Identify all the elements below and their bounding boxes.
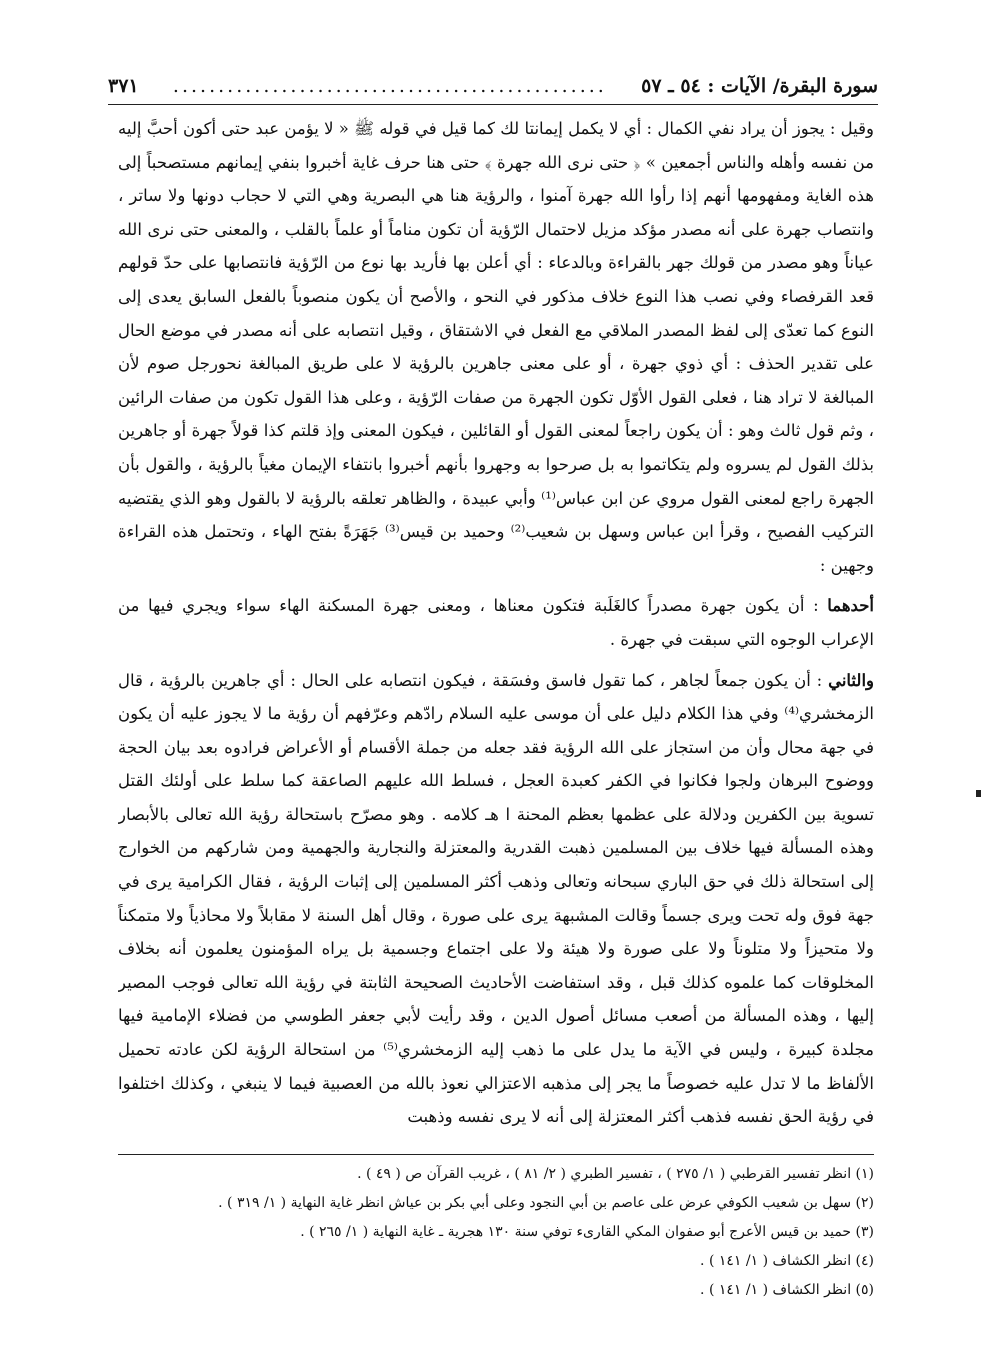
paragraph-3-lead: والثاني (828, 670, 874, 690)
footnote-5: (٥) انظر الكشاف ( ١/ ١٤١ ) . (700, 1282, 874, 1298)
footnote-1: (١) انظر تفسير القرطبي ( ١/ ٢٧٥ ) ، تفسير الطبري ( ٢/ ٨١ ) ، غريب القرآن ص ( ٤٩ ) . (357, 1166, 874, 1182)
running-header (108, 70, 878, 102)
page-number: ٣٧١ (108, 75, 139, 97)
footnote-3: (٣) حميد بن قيس الأعرج أبو صفوان المكي القارىء توفي سنة ١٣٠ هجرية ـ غاية النهاية ( ١/ ٢٦٥ ) . (300, 1224, 874, 1240)
paragraph-2-text: : أن يكون جهرة مصدراً كالغَلَبة فتكون معناها ، ومعنى جهرة المسكنة الهاء سواء ويجري فيها من الإعراب الوجوه التي سبقت في جهرة . (118, 596, 874, 649)
footnote-4: (٤) انظر الكشاف ( ١/ ١٤١ ) . (700, 1253, 874, 1269)
margin-mark (976, 790, 981, 797)
paragraph-1: وقيل : يجوز أن يراد نفي الكمال : أي لا يكمل إيمانتا لك كما قيل في قوله ﷺ « لا يؤمن عبد حتى أكون أحبَّ إليه من نفسه وأهله والناس أجمعين » ﴿ حتى نرى الله جهرة ﴾ حتى هنا حرف غاية أخبروا بنفي إيمانهم مستصحباً إلى هذه الغاية ومفهومها أنهم إذا رأوا الله جهرة آمنوا ، والرؤية هنا هي البصرية وهي التي لا حجاب دونها ولا ساتر ، وانتصاب جهرة على أنه مصدر مؤكد مزيل لاحتمال الرّؤية أن تكون مناماً أو علماً بالقلب ، والمعنى حتى نرى الله عياناً وهو مصدر من قولك جهر بالقراءة وبالدعاء : أي أعلن بها فأريد بها نوع من الرّؤية فانتصابها على حدّ قولهم قعد القرفصاء وفي نصب هذا النوع خلاف مذكور في النحو ، والأصح أن يكون منصوباً بالفعل السابق يعدى إلى النوع كما تعدّى إلى لفظ المصدر الملاقي مع الفعل في الاشتقاق ، وقيل انتصابه على أنه مصدر في موضع الحال على تقدير الحذف : أي ذوي جهرة ، أو على معنى جاهرين بالرؤية لا على طريق المبالغة نحورجل صوم لأن المبالغة لا تراد هنا ، فعلى القول الأوّل تكون الجهرة من صفات الرّؤية ، وعلى هذا القول تكون من صفات الرائين ، وثم قول ثالث وهو : أن يكون راجعاً لمعنى القول أو القائلين ، فيكون المعنى وإذ قلتم كذا قولاً جهرة أو جاهرين بذلك القول لم يسروه ولم يتكاتموا به بل صرحوا به وجهروا بأنهم أخبروا بانتفاء الإيمان مغياً بالرؤية ، والقول بأن الجهرة راجع لمعنى القول مروي عن ابن عباس⁽¹⁾ وأبي عبيدة ، والظاهر تعلقه بالرؤية لا بالقول وهو الذي يقتضيه التركيب الفصيح ، وقرأ ابن عباس وسهل بن شعيب⁽²⁾ وحميد بن قيس⁽³⁾ جَهَرَةً بفتح الهاء ، وتحتمل هذه القراءة وجهين : (118, 119, 874, 575)
paragraph-2-lead: أحدهما (827, 596, 874, 616)
footnote-2: (٢) سهل بن شعيب الكوفي عرض على عاصم بن أبي النجود وعلى أبي بكر بن عياش انظر غاية النهاية ( ١/ ٣١٩ ) . (218, 1195, 874, 1211)
main-text (118, 112, 874, 1152)
header-leader-dots: ................................................ (172, 75, 607, 97)
footnotes (118, 1160, 874, 1350)
paragraph-3 (118, 664, 874, 1134)
paragraph-3-text: : أن يكون جمعاً لجاهر ، كما تقول فاسق وفسَقة ، فيكون انتصابه على الحال : أي جاهرين بالرؤية ، قال الزمخشري⁽⁴⁾ وفي هذا الكلام دليل على أن موسى عليه السلام رادّهم وعرّفهم أن رؤية ما لا يجوز عليه أن يكون في جهة محال وأن من استجاز على الله الرؤية فقد جعله من جملة الأقسام أو الأعراض فرادوه بعد بيان الحجة ووضوح البرهان ولجوا فكانوا في الكفر كعبدة العجل ، فسلط الله عليهم الصاعقة كما سلط على أولئك القتل تسوية بين الكفرين ودلالة على عظمها بعظم المحنة ا هـ كلامه . وهو مصرّح باستحالة رؤية الله تعالى بالأبصار وهذه المسألة فيها خلاف بين المسلمين ذهبت القدرية والمعتزلة والنجارية والجهمية ومن شاركهم من الخوارج إلى استحالة ذلك في حق الباري سبحانه وتعالى وذهب أكثر المسلمين إلى إثبات الرؤية ، فقال الكرامية يرى في جهة فوق وله تحت ويرى جسماً وقالت المشبهة يرى على صورة ، وقال أهل السنة لا مقابلاً ولا محاذياً ولا متمكناً ولا متحيزاً ولا متلوناً ولا على صورة ولا هيئة ولا على اجتماع وجسمية بل يراه المؤمنون يعلمون أنه بخلاف المخلوقات كما علموه كذلك قبل ، وقد استفاضت الأحاديث الصحيحة الثابتة في رؤية الله تعالى فوجب المصير إليها ، وهذه المسألة من أصعب مسائل أصول الدين ، وقد رأيت لأبي جعفر الطوسي من فضلاء الإمامية فيها مجلدة كبيرة ، وليس في الآية ما يدل على ما ذهب إليه الزمخشري⁽⁵⁾ من استحالة الرؤية لكن عادته تحميل الألفاظ ما لا تدل عليه خصوصاً ما يجر إلى مذهبه الاعتزالي نعوذ بالله من العصبية فيما لا ينبغي ، وكذلك اختلفوا في رؤية الحق نفسه فذهب أكثر المعتزلة إلى أنه لا يرى نفسه وذهبت (118, 670, 874, 1127)
footnote-rule (118, 1154, 874, 1155)
surah-title: سورة البقرة/ الآيات : ٥٤ ـ ٥٧ (641, 75, 878, 97)
header-rule (108, 104, 878, 105)
paragraph-2 (118, 589, 874, 656)
